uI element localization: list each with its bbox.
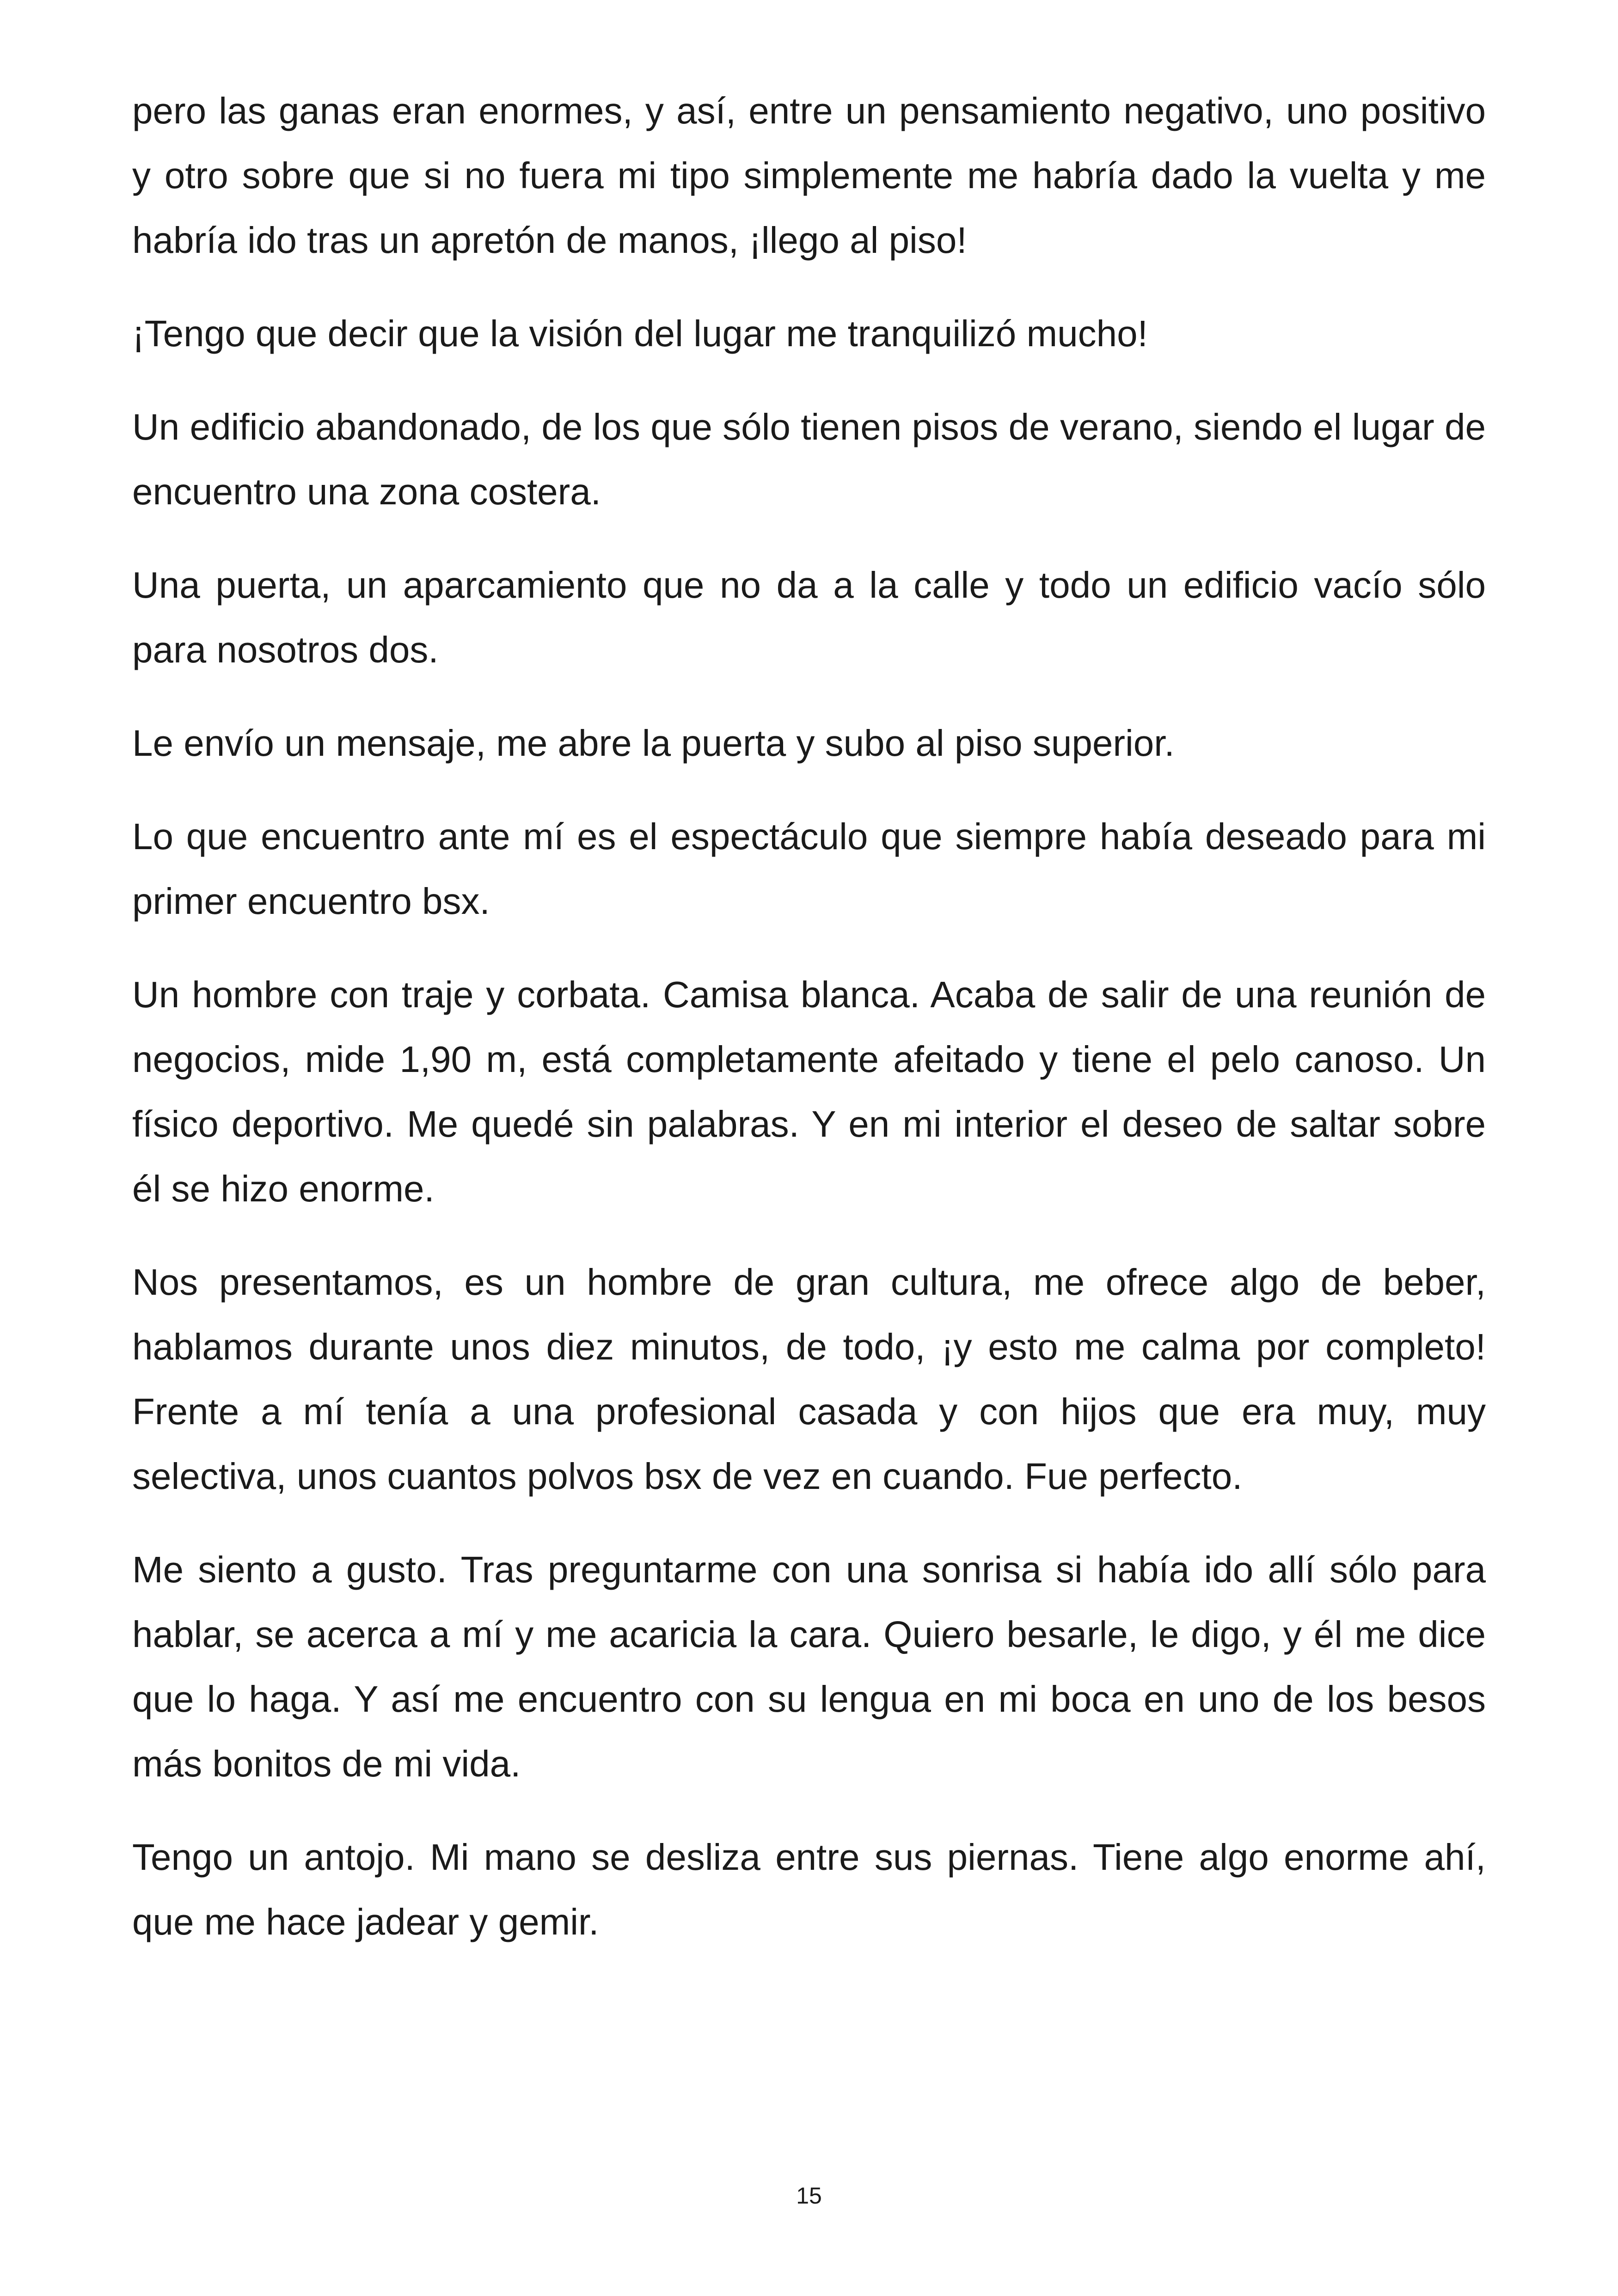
paragraph: Le envío un mensaje, me abre la puerta y subo al piso superior. bbox=[132, 722, 1175, 764]
body-text bbox=[132, 79, 1486, 1954]
paragraph: Un edificio abandonado, de los que sólo tienen pisos de verano, siendo el lugar de encuentro una zona costera. bbox=[132, 406, 1486, 512]
paragraph: Una puerta, un aparcamiento que no da a la calle y todo un edificio vacío sólo para nosotros dos. bbox=[132, 564, 1486, 670]
paragraph: Un hombre con traje y corbata. Camisa blanca. Acaba de salir de una reunión de negocios, mide 1,90 m, está completamente afeitado y tiene el pelo canoso. Un físico deportivo. Me quedé sin palabras. Y en mi interior el deseo de saltar sobre él se hizo enorme. bbox=[132, 974, 1486, 1209]
paragraph: pero las ganas eran enormes, y así, entre un pensamiento negativo, uno positivo y otro sobre que si no fuera mi tipo simplemente me habría dado la vuelta y me habría ido tras un apretón de manos, ¡llego al piso! bbox=[132, 90, 1486, 261]
paragraph: Lo que encuentro ante mí es el espectáculo que siempre había deseado para mi primer encuentro bsx. bbox=[132, 816, 1486, 922]
paragraph: Tengo un antojo. Mi mano se desliza entre sus piernas. Tiene algo enorme ahí, que me hace jadear y gemir. bbox=[132, 1837, 1486, 1942]
paragraph: ¡Tengo que decir que la visión del lugar me tranquilizó mucho! bbox=[132, 313, 1148, 354]
page-number: 15 bbox=[796, 2183, 822, 2209]
paragraph: Nos presentamos, es un hombre de gran cultura, me ofrece algo de beber, hablamos durante unos diez minutos, de todo, ¡y esto me calma por completo! Frente a mí tenía a una profesional casada y con hijos que era muy, muy selectiva, unos cuantos polvos bsx de vez en cuando. Fue perfecto. bbox=[132, 1261, 1486, 1497]
paragraph: Me siento a gusto. Tras preguntarme con una sonrisa si había ido allí sólo para hablar, se acerca a mí y me acaricia la cara. Quiero besarle, le digo, y él me dice que lo haga. Y así me encuentro con su lengua en mi boca en uno de los besos más bonitos de mi vida. bbox=[132, 1549, 1486, 1784]
